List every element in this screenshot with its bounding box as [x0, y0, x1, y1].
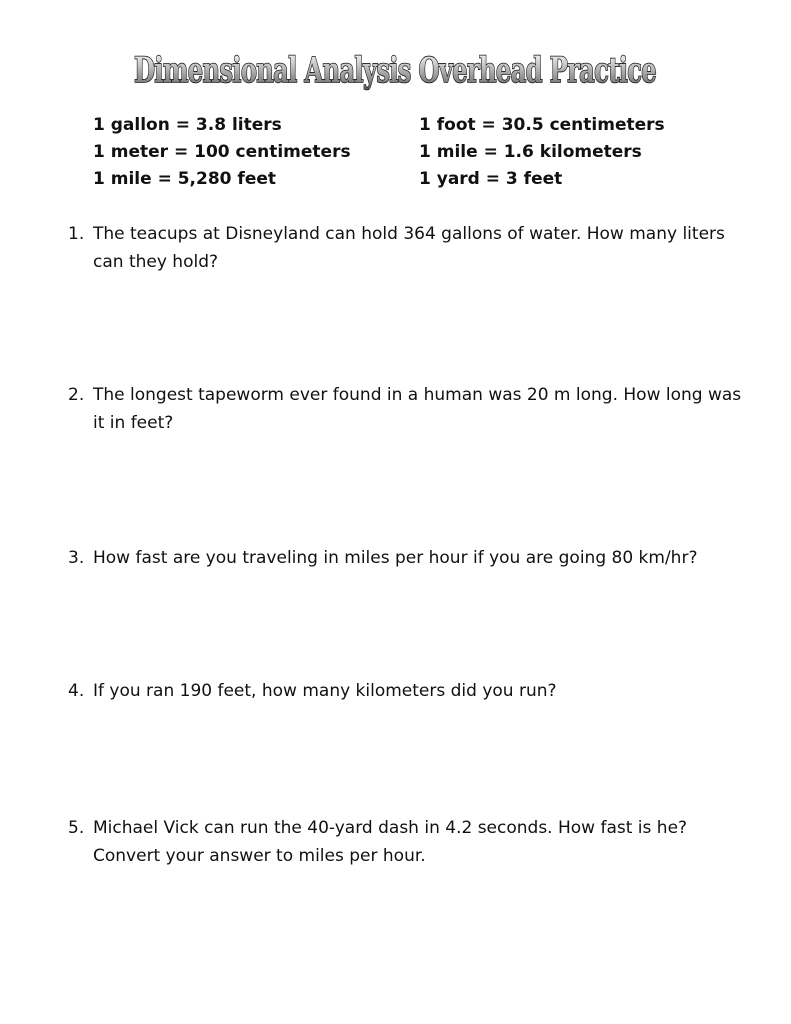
question-3: [68, 544, 748, 572]
conversion-meter-centimeters: 1 meter = 100 centimeters: [93, 142, 351, 162]
worksheet-title-banner: [0, 42, 791, 98]
question-1: [68, 220, 748, 276]
question-text: Michael Vick can run the 40-yard dash in 4.2 seconds. How fast is he? Convert your answer to miles per hour.: [93, 818, 688, 866]
question-2: [68, 381, 748, 437]
question-number: 5.: [68, 818, 85, 838]
conversion-mile-feet: 1 mile = 5,280 feet: [93, 169, 276, 189]
question-text: How fast are you traveling in miles per hour if you are going 80 km/hr?: [93, 548, 698, 568]
conversion-factors-left: [93, 112, 351, 193]
worksheet-title: Dimensional Analysis Overhead Practice: [134, 50, 656, 91]
worksheet-title-graphic: [0, 42, 791, 98]
conversion-yard-feet: 1 yard = 3 feet: [419, 169, 563, 189]
question-4: [68, 677, 748, 705]
question-number: 1.: [68, 224, 85, 244]
conversion-gallon-liters: 1 gallon = 3.8 liters: [93, 115, 282, 135]
question-text: The teacups at Disneyland can hold 364 gallons of water. How many liters can they hold?: [93, 224, 725, 272]
question-number: 4.: [68, 681, 85, 701]
conversion-foot-centimeters: 1 foot = 30.5 centimeters: [419, 115, 665, 135]
question-5: [68, 814, 748, 870]
conversion-mile-kilometers: 1 mile = 1.6 kilometers: [419, 142, 642, 162]
question-text: If you ran 190 feet, how many kilometers did you run?: [93, 681, 557, 701]
conversion-factors-right: [419, 112, 665, 193]
question-number: 2.: [68, 385, 85, 405]
question-number: 3.: [68, 548, 85, 568]
question-text: The longest tapeworm ever found in a human was 20 m long. How long was it in feet?: [93, 385, 742, 433]
